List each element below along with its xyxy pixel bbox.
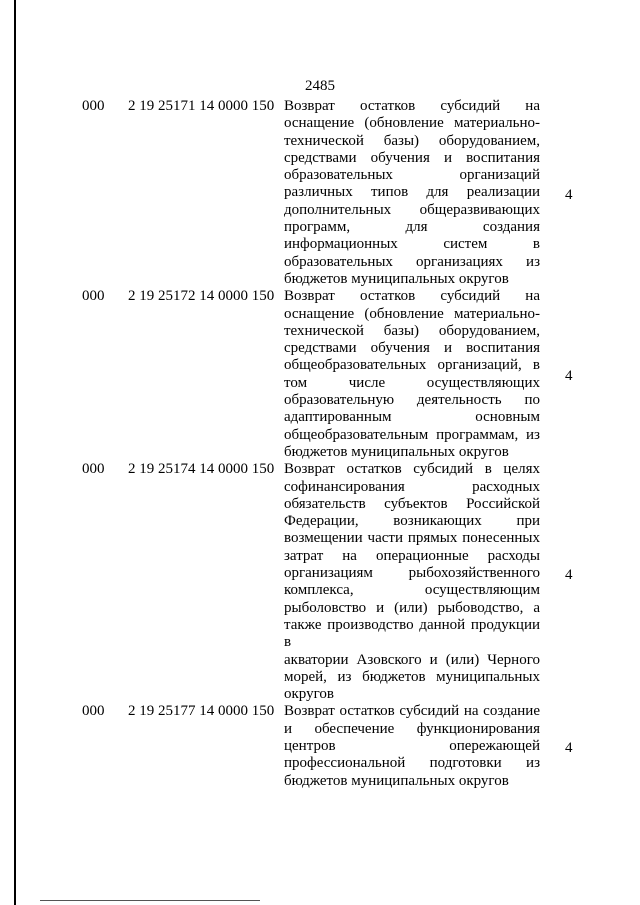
table-row [0, 703, 640, 789]
page-bottom-edge [40, 900, 260, 901]
distribution-norm: 4 [565, 368, 573, 385]
table-row [0, 461, 640, 703]
description-line: средствами обучения и воспитания [284, 149, 540, 166]
description-line: оснащение (обновление материально- [284, 305, 540, 322]
description-line: образовательных организаций [284, 167, 540, 184]
description-line: Возврат остатков субсидий в целях [284, 461, 540, 478]
distribution-norm: 4 [565, 186, 573, 203]
description-line: затрат на операционные расходы [284, 547, 540, 564]
description-line: Федерации, возникающих при [284, 513, 540, 530]
description-line: бюджетов муниципальных округов [284, 443, 509, 460]
description-line: бюджетов муниципальных округов [284, 772, 509, 789]
description-line: образовательных организациях из [284, 253, 540, 270]
row-description [284, 461, 540, 703]
description-line: Возврат остатков субсидий на [284, 98, 540, 114]
description-line: морей, из бюджетов муниципальных [284, 668, 540, 685]
description-line: том числе осуществляющих [284, 374, 540, 391]
table-row [0, 288, 640, 461]
description-line: возмещении части прямых понесенных [284, 530, 540, 547]
description-line: оснащение (обновление материально- [284, 115, 540, 132]
page-number: 2485 [305, 78, 335, 94]
description-line: округов [284, 686, 334, 703]
admin-code: 000 [82, 98, 105, 114]
budget-codes-table [0, 98, 640, 790]
kbk-code: 2 19 25177 14 0000 150 [128, 703, 275, 720]
description-line: бюджетов муниципальных округов [284, 270, 509, 287]
admin-code: 000 [82, 288, 105, 305]
description-line: технической базы) оборудованием, [284, 322, 540, 339]
description-line: Возврат остатков субсидий на [284, 288, 540, 305]
row-description [284, 98, 540, 288]
description-line: и обеспечение функционирования [284, 720, 540, 737]
kbk-code: 2 19 25174 14 0000 150 [128, 461, 275, 478]
description-line: софинансирования расходных [284, 478, 540, 495]
description-line: комплекса, осуществляющим [284, 582, 540, 599]
description-line: организациям рыбохозяйственного [284, 565, 540, 582]
row-description [284, 703, 540, 789]
admin-code: 000 [82, 703, 105, 720]
description-line: информационных систем в [284, 236, 540, 253]
description-line: образовательную деятельность по [284, 392, 540, 409]
description-line: обязательств субъектов Российской [284, 495, 540, 512]
description-line: центров опережающей [284, 737, 540, 754]
distribution-norm: 4 [565, 739, 573, 756]
description-line: средствами обучения и воспитания [284, 340, 540, 357]
description-line: адаптированным основным [284, 409, 540, 426]
kbk-code: 2 19 25171 14 0000 150 [128, 98, 275, 114]
description-line: акватории Азовского и (или) Черного [284, 651, 540, 668]
row-description [284, 288, 540, 461]
description-line: общеобразовательных организаций, в [284, 357, 540, 374]
description-line: различных типов для реализации [284, 184, 540, 201]
description-line: рыболовство и (или) рыбоводство, а [284, 599, 540, 616]
description-line: также производство данной продукции в [284, 616, 540, 651]
distribution-norm: 4 [565, 567, 573, 584]
kbk-code: 2 19 25172 14 0000 150 [128, 288, 275, 305]
description-line: технической базы) оборудованием, [284, 132, 540, 149]
description-line: дополнительных общеразвивающих [284, 201, 540, 218]
admin-code: 000 [82, 461, 105, 478]
description-line: профессиональной подготовки из [284, 755, 540, 772]
table-row [0, 98, 640, 288]
description-line: Возврат остатков субсидий на создание [284, 703, 540, 720]
description-line: общеобразовательным программам, из [284, 426, 540, 443]
description-line: программ, для создания [284, 219, 540, 236]
